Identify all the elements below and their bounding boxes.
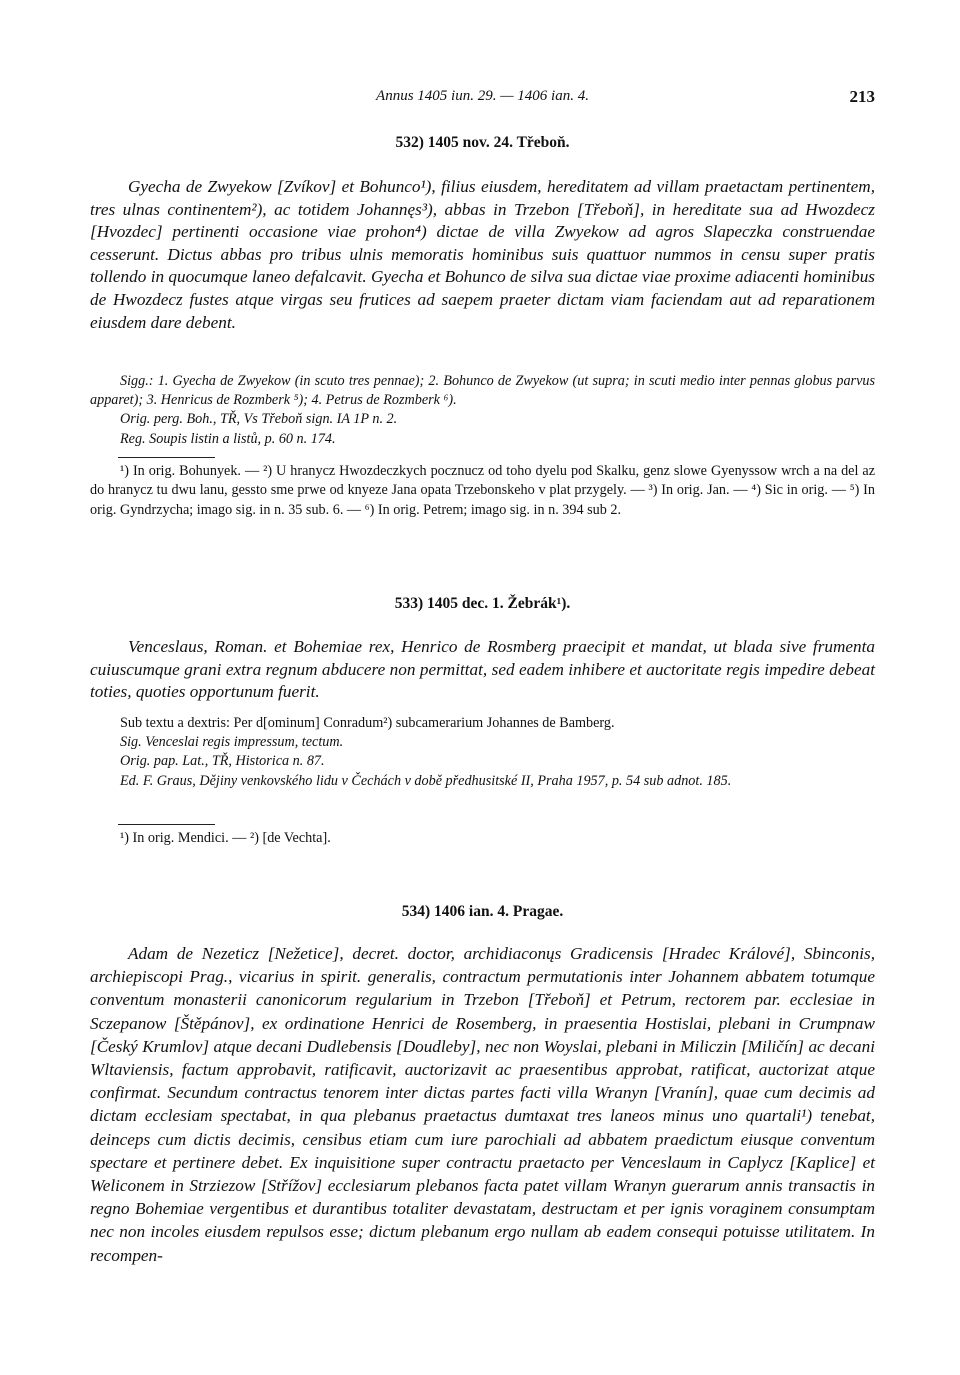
doc-532-text: Gyecha de Zwyekow [Zvíkov] et Bohunco¹), filius eiusdem, hereditatem ad villam praetactam pertinentem, tres ulnas continentem²), ac totidem Johannęs³), abbas in Trzebon [Třeboň], in hereditate sua ad Hwozdecz [Hvozdec] pertinenti occasione viae prohon⁴) dictae de villa Zwyekow ad agros Slapeczka construendae cesserunt. Dictus abbas pro tribus ulnis memoratis hominibus suis quattuor nummos in censu super pratis tollendo in quocumque laneo defalcavit. Gyecha et Bohunco de silva sua dictae viae proxime adiacenti hominibus de Hwozdecz fustes atque virgas seu frutices ad saepem praeter dictam viam faciendam aut ad reparationem eiusdem dare debent.: [90, 177, 875, 332]
doc-533-sig: Sig. Venceslai regis impressum, tectum.: [120, 734, 344, 751]
doc-532-sigg: Sigg.: 1. Gyecha de Zwyekow (in scuto tres pennae); 2. Bohunco de Zwyekow (ut supra; in scuti medio inter pennas globus parvus apparet); 3. Henricus de Rozmberk ⁵); 4. Petrus de Rozmberk ⁶).: [90, 373, 875, 409]
doc-532-reg: Reg. Soupis listin a listů, p. 60 n. 174.: [120, 430, 336, 447]
footnote-rule-532: [118, 457, 215, 458]
doc-533-sub-textu: Sub textu a dextris: Per d[ominum] Conradum²) subcamerarium Johannes de Bamberg.: [120, 715, 615, 731]
doc-534-text: Adam de Nezeticz [Nežetice], decret. doctor, archidiaconųs Gradicensis [Hradec Králové], Sbinconis, archiepiscopi Prag., vicarius in spirit. generalis, contractum permutationis inter Johannem abbatem totumque conventum monasterii canonicorum regularium in Trzebon [Třeboň] et Petrum, rectorem par. ecclesiae in Sczepanow [Štěpánov], ex ordinatione Henrici de Rosemberg, in praesentia Hostislai, plebani in Crumpnaw [Český Krumlov] atque decani Dudlebensis [Doudleby], nec non Woyslai, plebani in Miliczin [Miličín] ac decani Wltaviensis, factum approbavit, ratificavit, auctorizavit ac praesentibus approbat, ratificat, auctorizat atque confirmat. Secundum contractus tenorem inter dictas partes facti villa Wranyn [Vranín], quae cum decimis ad dictam ecclesiam spectabat, in qua plebanus praetactus dumtaxat tres laneos minus uno quartali¹) tenebat, deinceps cum dictis decimis, censibus etiam cum iure parochiali ad abbatem praedictum eiusque conventum spectare et pertinere debet. Ex inquisitione super contractu praetacto per Venceslaum in Caplycz [Kaplice] et Weliconem in Strziezow [Střížov] ecclesiarum plebanos facta patet villam Wranyn guerarum annis transactis in regno Bohemiae vergentibus et durantibus totaliter devastatam, destructam et per ignis voraginem consumptam nec non incoles eiusdem repulsos esse; dictum plebanum ergo nullam ab eadem consequi potuisse utilitatem. In recompen-: [90, 944, 875, 1265]
footnote-rule-533: [118, 824, 215, 825]
doc-534-title: 534) 1406 ian. 4. Pragae.: [401, 903, 564, 920]
doc-533-title: 533) 1405 dec. 1. Žebrák¹).: [394, 595, 571, 612]
doc-533-text: Venceslaus, Roman. et Bohemiae rex, Henrico de Rosmberg praecipit et mandat, ut blada sive frumenta cuiuscumque grani extra regnum abducere non permittat, sed eadem inhibere et auctoritate regis impedire debeat toties, quoties opportunum fuerit.: [90, 637, 875, 702]
doc-534-text-block: [90, 942, 875, 1267]
doc-532-orig: Orig. perg. Boh., TŘ, Vs Třeboň sign. IA 1P n. 2.: [120, 411, 398, 428]
running-head-title: Annus 1405 iun. 29. — 1406 ian. 4.: [376, 88, 589, 104]
doc-532-footnotes-block: [90, 462, 875, 520]
doc-533-ed: Ed. F. Graus, Dějiny venkovského lidu v Čechách v době předhusitské II, Praha 1957, p. 54 sub adnot. 185.: [120, 772, 732, 789]
doc-532-footnotes: ¹) In orig. Bohunyek. — ²) U hranycz Hwozdeczkych pocznucz od toho dyelu pod Skalku, genz slowe Gyenyssow wrch a na del az do hranycz tu dwu lanu, gessto sme prwe od knyeze Jana opata Trzebonskeho v plat przygely. — ³) In orig. Jan. — ⁴) Sic in orig. — ⁵) In orig. Gyndrzycha; imago sig. in n. 35 sub. 6. — ⁶) In orig. Petrem; imago sig. in n. 394 sub 2.: [90, 463, 875, 518]
doc-533-text-block: [90, 636, 875, 704]
doc-533-notes: [90, 714, 875, 791]
running-head: [90, 88, 875, 110]
page-number: 213: [849, 87, 875, 106]
doc-532-title: 532) 1405 nov. 24. Třeboň.: [395, 134, 570, 151]
doc-532-notes: [90, 372, 875, 449]
doc-533-footnotes-block: [90, 829, 875, 848]
doc-533-orig: Orig. pap. Lat., TŘ, Historica n. 87.: [120, 753, 325, 770]
doc-533-footnotes: ¹) In orig. Mendici. — ²) [de Vechta].: [120, 830, 331, 846]
doc-532-text-block: [90, 176, 875, 334]
